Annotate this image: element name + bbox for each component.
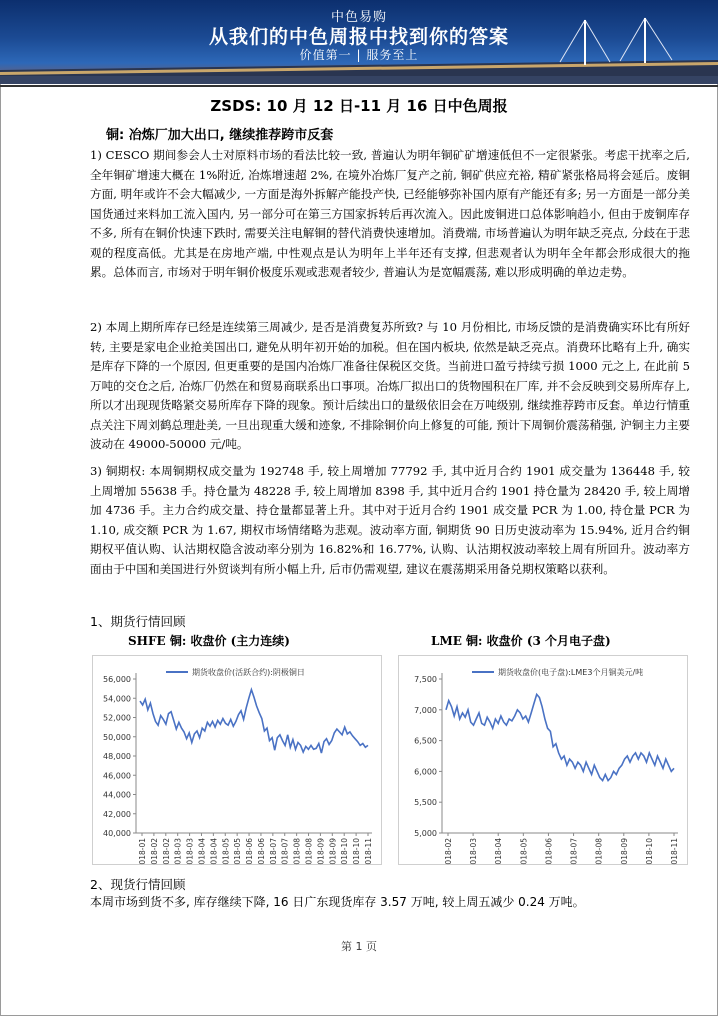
x-tick-label: 2018-02 <box>444 838 453 865</box>
header-divider <box>0 85 718 87</box>
x-tick-label: 2018-06 <box>245 838 255 865</box>
lme-copper-chart <box>398 655 688 865</box>
shfe-chart-svg <box>92 655 382 865</box>
x-tick-label: 2018-09 <box>619 838 629 865</box>
y-tick-label: 44,000 <box>103 790 131 800</box>
y-tick-label: 50,000 <box>103 732 131 742</box>
x-tick-label: 2018-08 <box>292 838 302 865</box>
heading-market-review: 1、期货行情回顾 <box>90 614 186 629</box>
x-tick-label: 2018-06 <box>544 838 554 865</box>
x-tick-label: 2018-08 <box>304 838 314 865</box>
y-tick-label: 48,000 <box>103 752 131 761</box>
page-number: 第 1 页 <box>341 940 377 953</box>
y-tick-label: 46,000 <box>103 771 131 781</box>
x-tick-label: 2018-03 <box>185 838 195 865</box>
x-tick-label: 2018-04 <box>209 838 219 865</box>
y-tick-label: 5,500 <box>414 798 437 808</box>
x-tick-label: 2018-10 <box>644 838 654 865</box>
x-tick-label: 2018-01 <box>138 838 147 865</box>
y-tick-label: 52,000 <box>103 713 131 723</box>
legend-label: 期货收盘价(活跃合约):阴极铜日 <box>192 668 305 677</box>
spot-summary: 本周市场到货不多, 库存继续下降, 16 日广东现货库存 3.57 万吨, 较上周五减少 0.24 万吨。 <box>90 895 585 909</box>
x-tick-label: 2018-04 <box>197 838 207 865</box>
x-tick-label: 2018-02 <box>161 838 171 865</box>
x-tick-label: 2018-09 <box>328 838 338 865</box>
y-tick-label: 7,000 <box>414 705 437 715</box>
x-tick-label: 2018-10 <box>352 838 362 865</box>
x-tick-label: 2018-07 <box>268 838 278 865</box>
x-tick-label: 2018-06 <box>256 838 266 865</box>
shfe-copper-chart <box>92 655 382 865</box>
x-tick-label: 2018-09 <box>316 838 326 865</box>
banner-motto: 价值第一 | 服务至上 <box>299 48 419 62</box>
paragraph-text: 2) 本周上期所库存已经是连续第三周减少, 是否是消费复苏所致? 与 10 月份相比, 市场反馈的是消费确实环比有所好转, 主要是家电企业抢美国出口, 避免从明年初开始的加税。但在国内板块, 依然是缺乏亮点。消费环比略有上升, 确实是库存下降的一个原因, 但更重要的是国内冶炼厂准备往保税区交货。当前进口盈亏持续亏损 1000 元之上, 在此前 5 万吨的交仓之后, 冶炼厂仍然在和贸易商联系出口事项。冶炼厂拟出口的货物囤积在厂库, 并不会反映到交易所库存上, 所以才出现现货略紧交易所库存下降的现象。预计后续出口的量级依旧会在万吨级别, 继续推荐跨市反套。单边行情重点关注下周刘鹤总理赴美, 一旦出现重大缓和迹象, 不排除铜价向上修复的可能, 预计下周铜价震荡稍强, 沪铜主力主要波动在 49000-50000 元/吨。 <box>90 320 690 451</box>
paragraph-text: 1) CESCO 期间参会人士对原料市场的看法比较一致, 普遍认为明年铜矿矿增速低但不一定很紧张。考虑干扰率之后, 全年铜矿增速大概在 1%附近, 冶炼增速超 2%, 在境外冶炼厂复产之前, 铜矿供应充裕, 精矿紧张格局将会延后。废铜方面, 明年或许不会大幅减少, 一方面是海外拆解产能投产快, 已经能够弥补国内原有产能还有多; 另一方面是一部分美国货通过来料加工流入国内, 另一部分可在第三方国家拆转后再次流入。因此废铜进口总体影响趋小, 但由于废铜库存不多, 所有在铜价快速下跌时, 需要关注电解铜的替代消费快速增加。消费端, 市场普遍认为明年缺乏亮点, 分歧在于悲观的程度高低。尤其是在房地产端, 中性观点是认为明年上半年还有支撑, 但悲观者认为明年全年都会形成很大的拖累。总体而言, 市场对于明年铜价极度乐观或悲观者较少, 普遍认为是宽幅震荡, 难以形成明确的单边走势。 <box>90 148 690 279</box>
section-heading: 铜: 冶炼厂加大出口, 继续推荐跨市反套 <box>106 128 334 143</box>
x-tick-label: 2018-10 <box>340 838 350 865</box>
page-title: ZSDS: 10 月 12 日-11 月 16 日中色周报 <box>210 97 508 115</box>
y-tick-label: 6,500 <box>414 736 437 746</box>
y-tick-label: 56,000 <box>103 675 131 684</box>
chart-title-shfe: SHFE 铜: 收盘价 (主力连续) <box>128 634 290 648</box>
x-tick-label: 2018-11 <box>670 838 679 865</box>
x-tick-label: 2018-03 <box>469 838 479 865</box>
x-tick-label: 2018-02 <box>149 838 159 865</box>
y-tick-label: 6,000 <box>414 767 437 777</box>
y-tick-label: 5,000 <box>414 829 437 838</box>
paragraph-3 <box>90 462 690 579</box>
paragraph-2 <box>90 318 690 455</box>
x-tick-label: 2018-05 <box>519 838 529 865</box>
x-tick-label: 2018-04 <box>494 838 504 865</box>
banner-slogan: 从我们的中色周报中找到你的答案 <box>208 26 509 48</box>
header-banner <box>0 0 718 84</box>
paragraph-1 <box>90 146 690 283</box>
x-tick-label: 2018-05 <box>233 838 243 865</box>
paragraph-text: 3) 铜期权: 本周铜期权成交量为 192748 手, 较上周增加 77792 手, 其中近月合约 1901 成交量为 136448 手, 较上周增加 55638 手。持仓量为 48228 手, 较上周增加 8398 手, 其中近月合约 1901 持仓量为 28420 手, 较上周增加 4736 手。主力合约成交量、持仓量都显著上升。其中对于近月合约 1901 成交量 PCR 为 1.00, 持仓量 PCR 为 1.10, 成交额 PCR 为 1.67, 期权市场情绪略为悲观。波动率方面, 铜期货 90 日历史波动率为 15.94%, 近月合约铜期权平值认购、认沽期权隐含波动率分别为 16.82%和 16.77%, 认购、认沽期权波动率较上周有所回升。波动率方面由于中国和美国进行外贸谈判有所小幅上升, 后市仍需观望, 建议在震荡期采用备兑期权策略以获利。 <box>90 464 690 576</box>
chart-title-lme: LME 铜: 收盘价 (3 个月电子盘) <box>431 634 611 648</box>
x-tick-label: 2018-05 <box>221 838 231 865</box>
x-tick-label: 2018-03 <box>173 838 183 865</box>
y-tick-label: 42,000 <box>103 809 131 819</box>
x-tick-label: 2018-11 <box>364 838 373 865</box>
y-tick-label: 7,500 <box>414 675 437 684</box>
y-tick-label: 54,000 <box>103 694 131 704</box>
x-tick-label: 2018-08 <box>594 838 604 865</box>
y-tick-label: 40,000 <box>103 829 131 838</box>
lme-chart-svg <box>398 655 688 865</box>
heading-spot-review: 2、现货行情回顾 <box>90 877 186 892</box>
brand-name: 中色易购 <box>330 10 387 25</box>
legend-label: 期货收盘价(电子盘):LME3个月铜美元/吨 <box>498 668 644 677</box>
x-tick-label: 2018-07 <box>569 838 579 865</box>
x-tick-label: 2018-07 <box>280 838 290 865</box>
